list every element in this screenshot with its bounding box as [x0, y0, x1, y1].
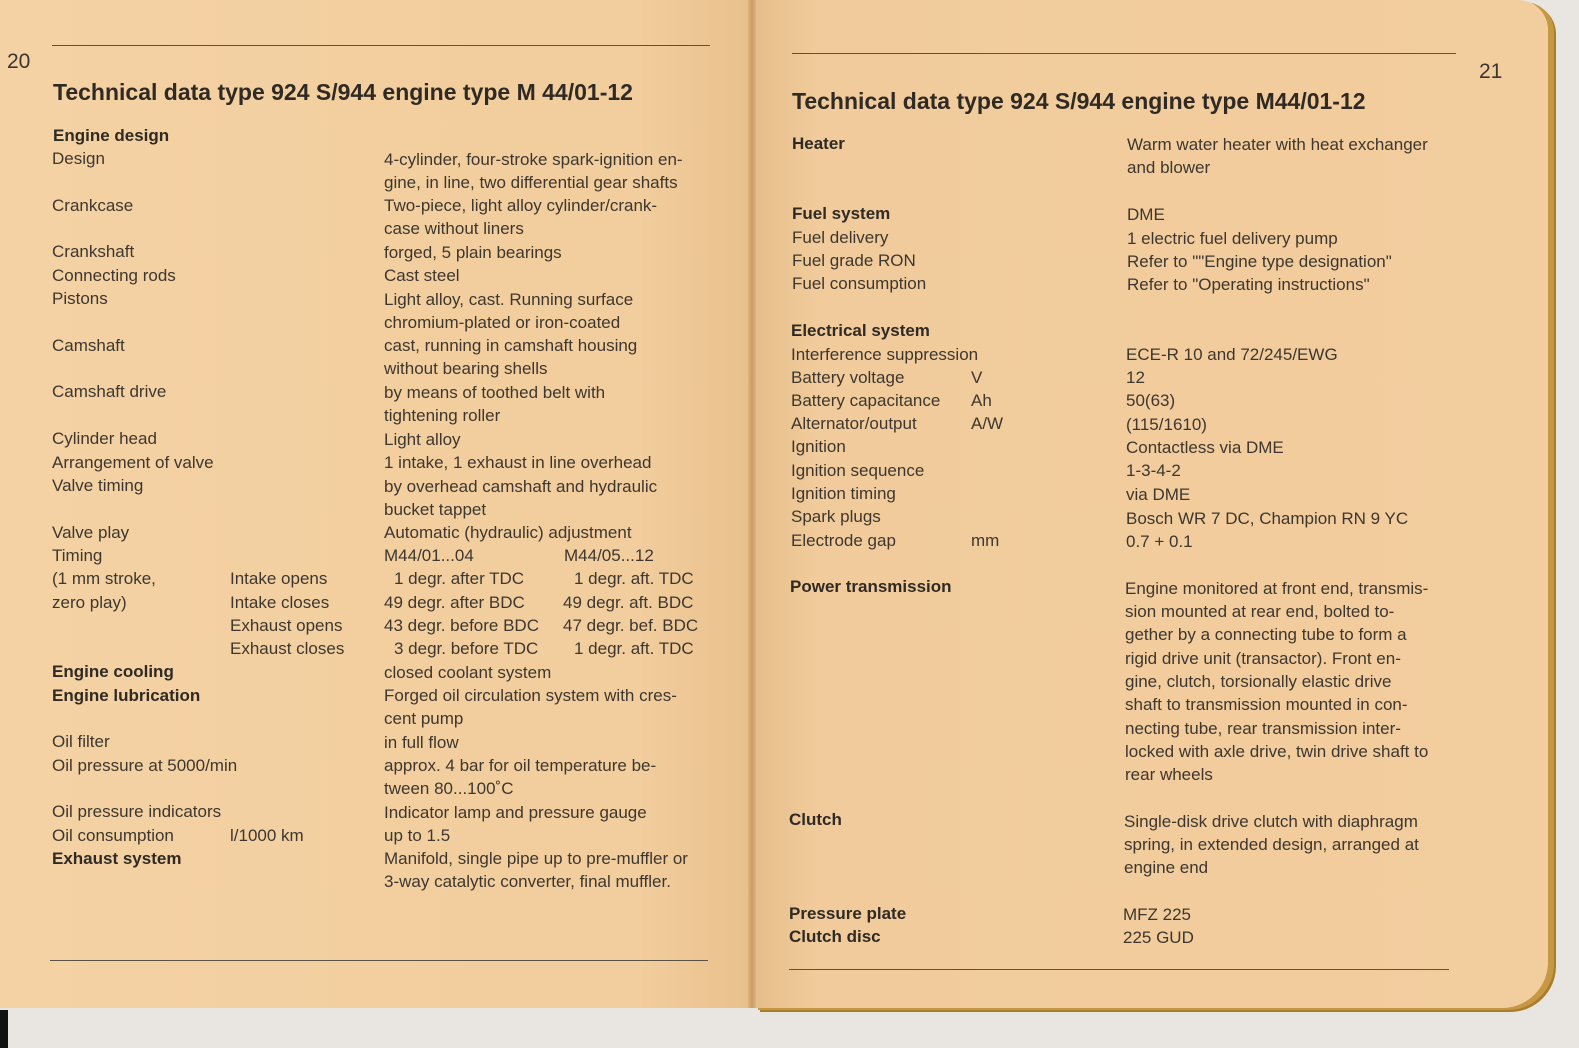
value-valve-timing-cont: bucket tappet — [384, 500, 487, 519]
page-number-right: 21 — [1479, 60, 1503, 83]
value-intake-opens-1: 1 degr. after TDC — [394, 569, 525, 588]
value-camshaft: cast, running in camshaft housing — [384, 336, 638, 355]
label-fuel-delivery: Fuel delivery — [792, 228, 889, 247]
label-engine-cooling: Engine cooling — [52, 662, 174, 681]
label-interference: Interference suppression — [791, 345, 979, 364]
label-battery-capacitance: Battery capacitance — [791, 391, 941, 410]
value-clutch-2: spring, in extended design, arranged at — [1124, 835, 1419, 854]
label-fuel-grade: Fuel grade RON — [792, 251, 916, 270]
timing-col-m44-05-12: M44/05...12 — [564, 546, 654, 565]
unit-oil-consumption: l/1000 km — [230, 826, 304, 845]
label-valve-arrangement: Arrangement of valve — [52, 453, 214, 472]
label-intake-opens: Intake opens — [230, 569, 328, 588]
value-exhaust-closes-1: 3 degr. before TDC — [394, 639, 539, 658]
value-engine-lubrication: Forged oil circulation system with cres- — [384, 686, 677, 705]
label-oil-pressure-indicators: Oil pressure indicators — [52, 802, 222, 821]
value-power-transmission-8: locked with axle drive, twin drive shaft to — [1125, 742, 1429, 761]
label-alternator: Alternator/output — [791, 414, 917, 433]
section-engine-design: Engine design — [53, 126, 170, 145]
value-valve-timing: by overhead camshaft and hydraulic — [384, 477, 658, 496]
value-heater: Warm water heater with heat exchanger — [1127, 135, 1428, 154]
value-connecting-rods: Cast steel — [384, 266, 460, 285]
label-exhaust-system: Exhaust system — [52, 849, 182, 868]
value-power-transmission-1: Engine monitored at front end, transmis- — [1125, 579, 1429, 598]
unit-electrode-gap: mm — [971, 531, 1000, 550]
value-heater-cont: and blower — [1127, 158, 1211, 177]
value-valve-play: Automatic (hydraulic) adjustment — [384, 523, 632, 542]
label-oil-consumption: Oil consumption — [52, 826, 174, 845]
value-intake-closes-2: 49 degr. aft. BDC — [563, 593, 694, 612]
section-electrical-system: Electrical system — [791, 321, 930, 340]
value-power-transmission-2: sion mounted at rear end, bolted to- — [1125, 602, 1395, 621]
value-power-transmission-9: rear wheels — [1125, 765, 1213, 784]
label-spark-plugs: Spark plugs — [791, 507, 881, 526]
label-connecting-rods: Connecting rods — [52, 266, 176, 285]
value-ignition: Contactless via DME — [1126, 438, 1284, 457]
value-intake-opens-2: 1 degr. aft. TDC — [574, 569, 694, 588]
value-electrode-gap: 0.7 + 0.1 — [1126, 532, 1193, 551]
value-clutch-disc: 225 GUD — [1123, 928, 1194, 947]
value-camshaft-cont: without bearing shells — [384, 359, 548, 378]
page-title-left: Technical data type 924 S/944 engine type M 44/01-12 — [53, 79, 633, 105]
value-power-transmission-5: gine, clutch, torsionally elastic drive — [1125, 672, 1392, 691]
value-exhaust-opens-1: 43 degr. before BDC — [384, 616, 539, 635]
value-exhaust-system: Manifold, single pipe up to pre-muffler or — [384, 849, 688, 868]
value-engine-lubrication-cont: cent pump — [384, 709, 464, 728]
timing-note: (1 mm stroke, — [52, 569, 156, 588]
value-intake-closes-1: 49 degr. after BDC — [384, 593, 525, 612]
unit-battery-voltage: V — [971, 368, 983, 387]
label-engine-lubrication: Engine lubrication — [52, 686, 201, 705]
value-pistons: Light alloy, cast. Running surface — [384, 290, 634, 309]
bottom-rule-left — [50, 960, 708, 961]
label-battery-voltage: Battery voltage — [791, 368, 905, 387]
value-spark-plugs: Bosch WR 7 DC, Champion RN 9 YC — [1126, 509, 1409, 528]
value-fuel-system: DME — [1127, 205, 1165, 224]
value-power-transmission-3: gether by a connecting tube to form a — [1125, 625, 1407, 644]
value-pistons-cont: chromium-plated or iron-coated — [384, 313, 621, 332]
label-exhaust-closes: Exhaust closes — [230, 639, 345, 658]
label-camshaft-drive: Camshaft drive — [52, 382, 167, 401]
label-fuel-system: Fuel system — [792, 204, 891, 223]
value-power-transmission-6: shaft to transmission mounted in con- — [1125, 695, 1408, 714]
value-ignition-sequence: 1-3-4-2 — [1126, 461, 1181, 480]
value-oil-pressure-indicators: Indicator lamp and pressure gauge — [384, 803, 647, 822]
book-spine — [748, 0, 756, 1008]
label-crankshaft: Crankshaft — [52, 242, 135, 261]
value-oil-filter: in full flow — [384, 733, 459, 752]
scan-edge — [0, 1010, 8, 1048]
page-title-right: Technical data type 924 S/944 engine type M44/01-12 — [792, 88, 1366, 114]
value-crankshaft: forged, 5 plain bearings — [384, 243, 562, 262]
label-ignition-sequence: Ignition sequence — [791, 461, 925, 480]
label-heater: Heater — [792, 134, 845, 153]
value-fuel-delivery: 1 electric fuel delivery pump — [1127, 229, 1338, 248]
unit-alternator: A/W — [971, 414, 1004, 433]
label-ignition-timing: Ignition timing — [791, 484, 896, 503]
value-fuel-grade: Refer to ""Engine type designation" — [1127, 252, 1392, 271]
timing-col-m44-01-04: M44/01...04 — [384, 546, 474, 565]
label-intake-closes: Intake closes — [230, 593, 330, 612]
label-valve-timing: Valve timing — [52, 476, 144, 495]
label-cylinder-head: Cylinder head — [52, 429, 157, 448]
label-electrode-gap: Electrode gap — [791, 531, 896, 550]
value-battery-capacitance: 50(63) — [1126, 391, 1176, 410]
value-exhaust-opens-2: 47 degr. bef. BDC — [563, 616, 699, 635]
value-power-transmission-7: necting tube, rear transmission inter- — [1125, 719, 1401, 738]
label-design: Design — [52, 149, 105, 168]
label-pressure-plate: Pressure plate — [789, 904, 907, 923]
value-clutch-1: Single-disk drive clutch with diaphragm — [1124, 812, 1418, 831]
value-power-transmission-4: rigid drive unit (transactor). Front en- — [1125, 649, 1401, 668]
label-timing: Timing — [52, 546, 103, 565]
label-crankcase: Crankcase — [52, 196, 134, 215]
timing-note-cont: zero play) — [52, 593, 127, 612]
label-valve-play: Valve play — [52, 523, 130, 542]
value-exhaust-closes-2: 1 degr. aft. TDC — [574, 639, 694, 658]
label-exhaust-opens: Exhaust opens — [230, 616, 343, 635]
value-cylinder-head: Light alloy — [384, 430, 461, 449]
value-camshaft-drive: by means of toothed belt with — [384, 383, 606, 402]
value-oil-pressure-cont: tween 80...100˚C — [384, 779, 514, 798]
value-exhaust-system-cont: 3-way catalytic converter, final muffler. — [384, 872, 671, 891]
value-interference: ECE-R 10 and 72/245/EWG — [1126, 345, 1338, 364]
value-alternator: (115/1610) — [1126, 415, 1207, 434]
label-pistons: Pistons — [52, 289, 108, 308]
top-rule-right — [792, 53, 1456, 54]
value-oil-pressure: approx. 4 bar for oil temperature be- — [384, 756, 657, 775]
value-design: 4-cylinder, four-stroke spark-ignition en- — [384, 150, 683, 169]
value-camshaft-drive-cont: tightening roller — [384, 406, 501, 425]
unit-battery-capacitance: Ah — [971, 391, 992, 410]
value-fuel-consumption: Refer to "Operating instructions" — [1127, 275, 1370, 294]
label-clutch: Clutch — [789, 810, 842, 829]
value-crankcase-cont: case without liners — [384, 219, 524, 238]
label-oil-filter: Oil filter — [52, 732, 110, 751]
value-battery-voltage: 12 — [1126, 368, 1145, 387]
label-camshaft: Camshaft — [52, 336, 125, 355]
page-number-left: 20 — [7, 50, 31, 73]
label-power-transmission: Power transmission — [790, 577, 952, 596]
label-ignition: Ignition — [791, 437, 846, 456]
value-ignition-timing: via DME — [1126, 485, 1191, 504]
value-engine-cooling: closed coolant system — [384, 663, 552, 682]
label-fuel-consumption: Fuel consumption — [792, 274, 927, 293]
value-pressure-plate: MFZ 225 — [1123, 905, 1192, 924]
bottom-rule-right — [789, 969, 1449, 970]
value-design-cont: gine, in line, two differential gear shafts — [384, 173, 678, 192]
value-crankcase: Two-piece, light alloy cylinder/crank- — [384, 196, 658, 215]
label-clutch-disc: Clutch disc — [789, 927, 881, 946]
value-clutch-3: engine end — [1124, 858, 1209, 877]
top-rule-left — [52, 45, 710, 46]
label-oil-pressure: Oil pressure at 5000/min — [52, 756, 238, 775]
value-oil-consumption: up to 1.5 — [384, 826, 451, 845]
value-valve-arrangement: 1 intake, 1 exhaust in line overhead — [384, 453, 652, 472]
